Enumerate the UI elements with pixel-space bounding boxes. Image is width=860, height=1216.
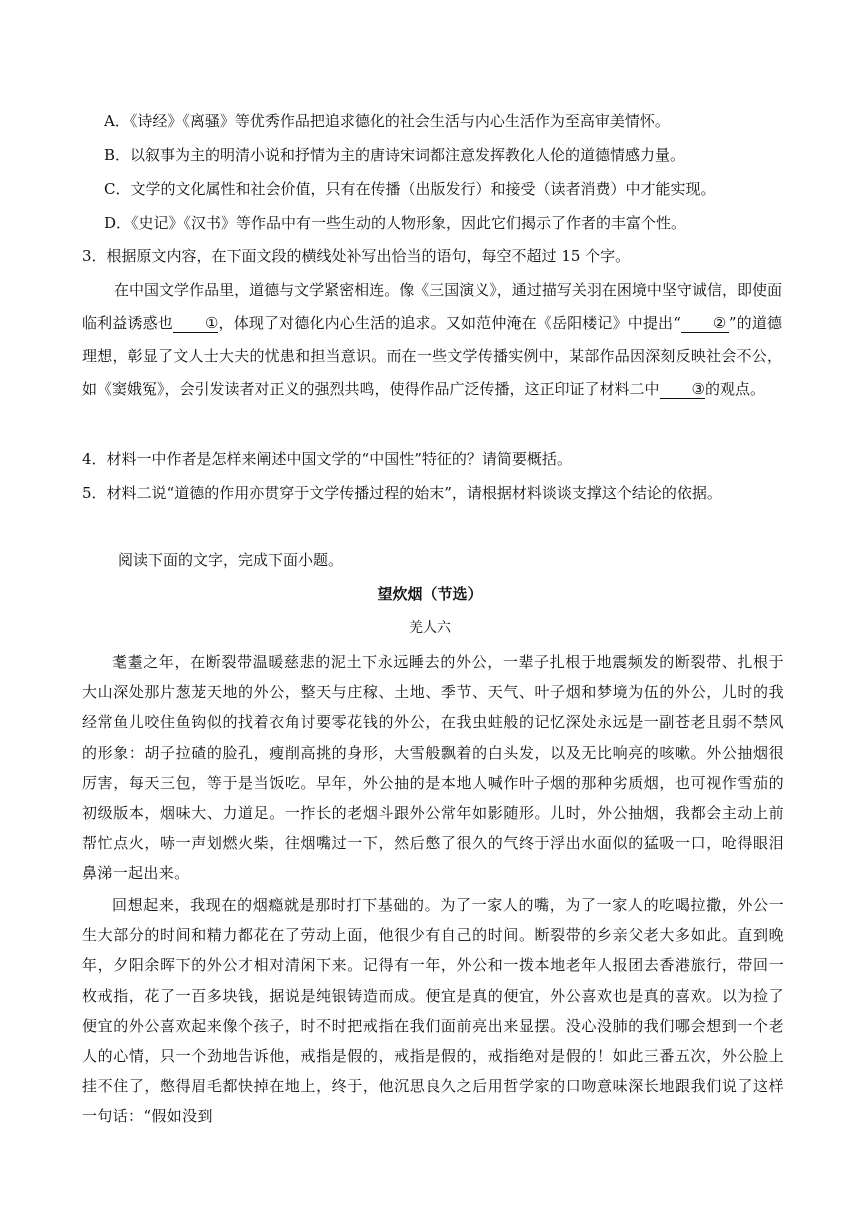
- blank-3-label: ③: [691, 380, 705, 398]
- question-4: 4．材料一中作者是怎样来阐述中国文学的“中国性”特征的？请简要概括。: [82, 450, 572, 468]
- blank-2[interactable]: [681, 314, 729, 333]
- option-b: B．以叙事为主的明清小说和抒情为主的唐诗宋词都注意发挥教化人伦的道德情感力量。: [104, 146, 686, 164]
- blank-3[interactable]: [660, 380, 705, 399]
- passage-author: 羌人六: [409, 620, 451, 636]
- question-5: 5．材料二说“道德的作用亦贯穿于文学传播过程的始末”，请根据材料谈谈支撑这个结论的依据。: [82, 484, 722, 502]
- option-a: A．《诗经》《离骚》等优秀作品把追求德化的社会生活与内心生活作为至高审美情怀。: [104, 112, 670, 130]
- q3-text-4: 的观点。: [704, 380, 765, 398]
- passage-paragraph-1: 耄耋之年，在断裂带温暖慈悲的泥土下永远睡去的外公，一辈子扎根于地震频发的断裂带、扎根于大山深处那片葱茏天地的外公，整天与庄稼、土地、季节、天气、叶子烟和梦境为伍的外公，儿时的我经常鱼儿咬住鱼钩似的找着衣角讨要零花钱的外公，在我虫蛀般的记忆深处永远是一副苍老且弱不禁风的形象：胡子拉碴的脸孔，瘦削高挑的身形，大雪般飘着的白头发，以及无比响亮的咳嗽。外公抽烟很厉害，每天三包，等于是当饭吃。早年，外公抽的是本地人喊作叶子烟的那种劣质烟，也可视作雪茄的初级版本，烟味大、力道足。一拃长的老烟斗跟外公常年如影随形。儿时，外公抽烟，我都会主动上前帮忙点火，哧一声划燃火柴，往烟嘴过一下，然后憋了很久的气终于浮出水面似的猛吸一口，呛得眼泪鼻涕一起出来。: [82, 653, 784, 883]
- option-c: C．文学的文化属性和社会价值，只有在传播（出版发行）和接受（读者消费）中才能实现。: [104, 180, 716, 198]
- question-3-stem: 3．根据原文内容，在下面文段的横线处补写出恰当的语句，每空不超过 15 个字。: [82, 247, 631, 265]
- q3-text-3: ”的道德理想，彰显了文人士大夫的忧患和担当意识。而在一些文学传播实例中，某部作品因深刻反映社会不公，如《窦娥冤》，会引发读者对正义的强烈共鸣，使得作品广泛传播，这正印证了材料二中: [82, 314, 782, 398]
- question-3-passage: [82, 274, 782, 406]
- passage-paragraph-2: 回想起来，我现在的烟瘾就是那时打下基础的。为了一家人的嘴，为了一家人的吃喝拉撒，外公一生大部分的时间和精力都花在了劳动上面，他很少有自己的时间。断裂带的乡亲父老大多如此。直到晚年，夕阳余晖下的外公才相对清闲下来。记得有一年，外公和一拨本地老年人报团去香港旅行，带回一枚戒指，花了一百多块钱，据说是纯银铸造而成。便宜是真的便宜，外公喜欢也是真的喜欢。以为捡了便宜的外公喜欢起来像个孩子，时不时把戒指在我们面前亮出来显摆。没心没肺的我们哪会想到一个老人的心情，只一个劲地告诉他，戒指是假的，戒指是假的，戒指绝对是假的！如此三番五次，外公脸上挂不住了，憋得眉毛都快掉在地上，终于，他沉思良久之后用哲学家的口吻意味深长地跟我们说了这样一句话：“假如没到: [82, 896, 784, 1126]
- blank-1[interactable]: [173, 314, 218, 333]
- q3-text-1: 在中国文学作品里，道德与文学紧密相连。像《三国演义》，通过描写关羽在困境中坚守诚信，即使面临利益诱惑也: [82, 281, 782, 332]
- option-d: D．《史记》《汉书》等作品中有一些生动的人物形象，因此它们揭示了作者的丰富个性。: [104, 214, 687, 232]
- blank-1-label: ①: [204, 314, 219, 332]
- reading-instruction: 阅读下面的文字，完成下面小题。: [118, 551, 344, 569]
- passage-title: 望炊烟（节选）: [377, 585, 483, 603]
- q3-text-2: ，体现了对德化内心生活的追求。又如范仲淹在《岳阳楼记》中提出“: [218, 314, 681, 332]
- blank-2-label: ②: [712, 314, 727, 332]
